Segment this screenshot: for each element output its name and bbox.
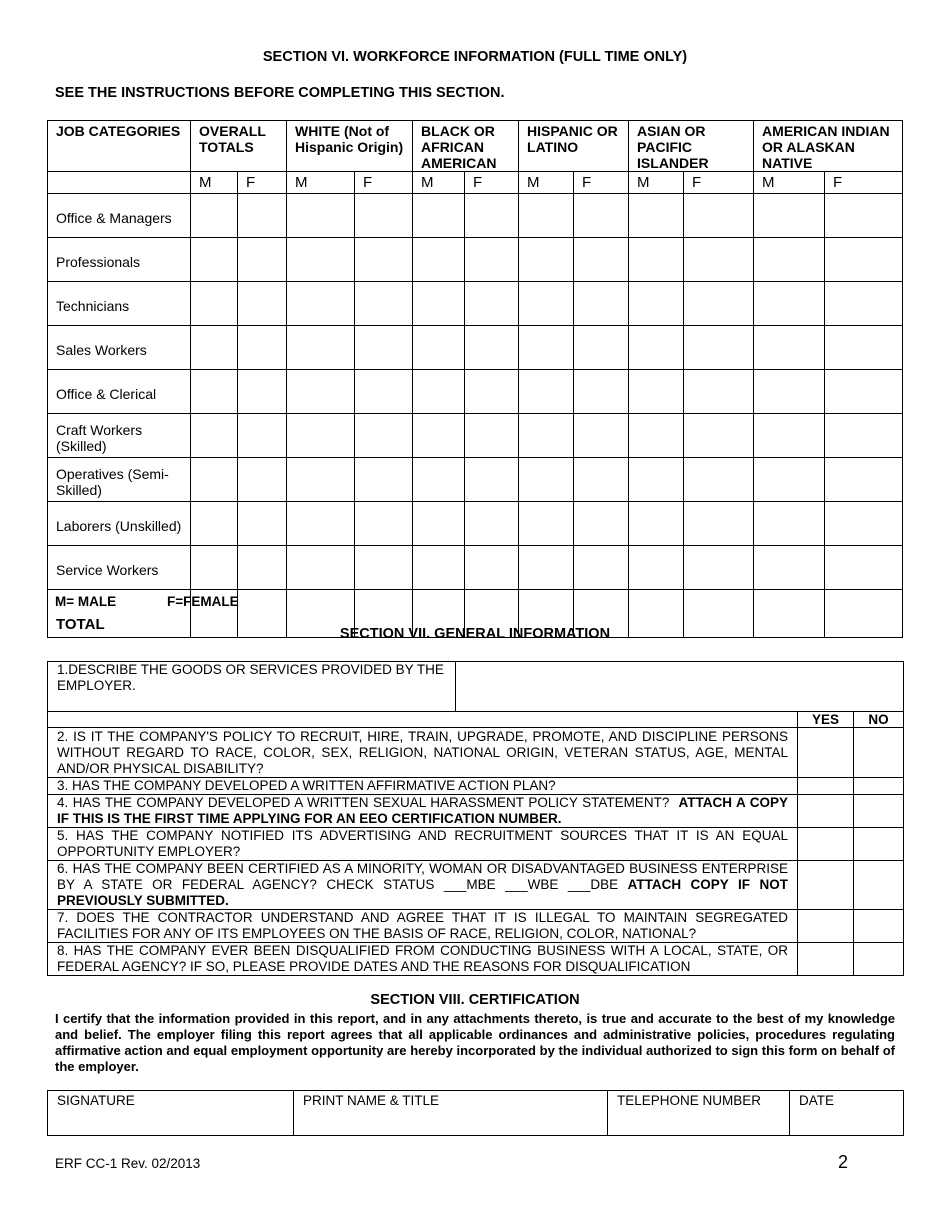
date-label: DATE bbox=[799, 1093, 835, 1108]
count-cell[interactable] bbox=[574, 194, 629, 238]
certification-text: I certify that the information provided in this report, and in any attachments thereto, is true and accurate to the best of my knowledge and belief. The employer filing this report agrees that all applicable ordinances and administrative policies, procedures regulating affirmative action and equal employment opportunity are hereby incorporated by the individual authorized to sign this form on behalf of the employer. bbox=[55, 1011, 895, 1074]
q6-no-box[interactable] bbox=[854, 861, 904, 910]
count-cell[interactable] bbox=[684, 238, 754, 282]
count-cell[interactable] bbox=[413, 238, 465, 282]
count-cell[interactable] bbox=[684, 502, 754, 546]
signature-field[interactable] bbox=[48, 1091, 294, 1136]
count-cell[interactable] bbox=[465, 194, 519, 238]
m-label: M bbox=[191, 172, 238, 194]
header-job-categories: JOB CATEGORIES bbox=[48, 121, 191, 172]
q5-no-box[interactable] bbox=[854, 828, 904, 861]
count-cell[interactable] bbox=[238, 458, 287, 502]
count-cell[interactable] bbox=[754, 414, 825, 458]
count-cell[interactable] bbox=[754, 326, 825, 370]
q4-yes-box[interactable] bbox=[798, 795, 854, 828]
count-cell[interactable] bbox=[191, 502, 238, 546]
count-cell[interactable] bbox=[238, 238, 287, 282]
header-american-indian: AMERICAN INDIAN OR ALASKAN NATIVE bbox=[754, 121, 903, 172]
legend-male: M= MALE bbox=[55, 594, 117, 609]
count-cell[interactable] bbox=[519, 502, 574, 546]
count-cell[interactable] bbox=[519, 546, 574, 590]
count-cell[interactable] bbox=[413, 370, 465, 414]
count-cell[interactable] bbox=[355, 370, 413, 414]
count-cell[interactable] bbox=[519, 458, 574, 502]
q8-text: 8. HAS THE COMPANY EVER BEEN DISQUALIFIED FROM CONDUCTING BUSINESS WITH A LOCAL, STATE, OR FEDERAL AGENCY? IF SO, PLEASE PROVIDE DATES AND THE REASONS FOR DISQUALIFICATION bbox=[48, 943, 798, 976]
q3-yes-box[interactable] bbox=[798, 778, 854, 795]
count-cell[interactable] bbox=[574, 282, 629, 326]
yes-label: YES bbox=[798, 712, 854, 728]
count-cell[interactable] bbox=[825, 326, 903, 370]
q2-no-box[interactable] bbox=[854, 728, 904, 778]
count-cell[interactable] bbox=[413, 326, 465, 370]
count-cell[interactable] bbox=[287, 326, 355, 370]
total-label: TOTAL bbox=[48, 590, 191, 638]
count-cell[interactable] bbox=[574, 414, 629, 458]
job-category-label: Office & Managers bbox=[48, 194, 191, 238]
f-label: F bbox=[238, 172, 287, 194]
section6-title: SECTION VI. WORKFORCE INFORMATION (FULL TIME ONLY) bbox=[262, 49, 688, 65]
count-cell[interactable] bbox=[355, 194, 413, 238]
count-cell[interactable] bbox=[754, 194, 825, 238]
section8-title: SECTION VIII. CERTIFICATION bbox=[370, 992, 580, 1008]
count-cell[interactable] bbox=[465, 370, 519, 414]
count-cell[interactable] bbox=[629, 502, 684, 546]
count-cell[interactable] bbox=[413, 546, 465, 590]
count-cell[interactable] bbox=[413, 458, 465, 502]
job-category-row bbox=[48, 282, 903, 326]
count-cell[interactable] bbox=[754, 370, 825, 414]
q5-row bbox=[48, 828, 904, 861]
q5-yes-box[interactable] bbox=[798, 828, 854, 861]
count-cell[interactable] bbox=[191, 370, 238, 414]
count-cell[interactable] bbox=[825, 502, 903, 546]
m-label: M bbox=[413, 172, 465, 194]
count-cell[interactable] bbox=[355, 238, 413, 282]
count-cell[interactable] bbox=[355, 458, 413, 502]
count-cell[interactable] bbox=[191, 282, 238, 326]
count-cell[interactable] bbox=[287, 282, 355, 326]
m-label: M bbox=[629, 172, 684, 194]
q7-no-box[interactable] bbox=[854, 910, 904, 943]
q1-row bbox=[48, 662, 904, 712]
print-name-field[interactable] bbox=[294, 1091, 608, 1136]
count-cell[interactable] bbox=[465, 414, 519, 458]
count-cell[interactable] bbox=[287, 546, 355, 590]
count-cell[interactable] bbox=[465, 282, 519, 326]
header-hispanic: HISPANIC OR LATINO bbox=[519, 121, 629, 172]
count-cell[interactable] bbox=[465, 326, 519, 370]
count-cell[interactable] bbox=[287, 194, 355, 238]
date-field[interactable] bbox=[790, 1091, 904, 1136]
count-cell[interactable] bbox=[355, 546, 413, 590]
count-cell[interactable] bbox=[191, 194, 238, 238]
count-cell[interactable] bbox=[629, 414, 684, 458]
count-cell[interactable] bbox=[238, 502, 287, 546]
f-label: F bbox=[825, 172, 903, 194]
q3-row bbox=[48, 778, 904, 795]
count-cell[interactable] bbox=[629, 370, 684, 414]
q2-yes-box[interactable] bbox=[798, 728, 854, 778]
q6-text: 6. HAS THE COMPANY BEEN CERTIFIED AS A MINORITY, WOMAN OR DISADVANTAGED BUSINESS ENTERPRISE BY A STATE OR FEDERAL AGENCY? CHECK STATUS ___MBE ___WBE ___DBE bbox=[57, 861, 788, 892]
q4-attach-note: ATTACH A COPY IF THIS IS THE FIRST TIME APPLYING FOR AN EEO CERTIFICATION NUMBER. bbox=[57, 795, 788, 826]
count-cell[interactable] bbox=[413, 502, 465, 546]
count-cell[interactable] bbox=[465, 502, 519, 546]
count-cell[interactable] bbox=[287, 370, 355, 414]
count-cell[interactable] bbox=[519, 238, 574, 282]
header-asian: ASIAN OR PACIFIC ISLANDER bbox=[629, 121, 754, 172]
q6-row bbox=[48, 861, 904, 910]
count-cell[interactable] bbox=[238, 282, 287, 326]
count-cell[interactable] bbox=[519, 326, 574, 370]
job-category-row bbox=[48, 458, 903, 502]
count-cell[interactable] bbox=[684, 282, 754, 326]
count-cell[interactable] bbox=[684, 414, 754, 458]
count-cell[interactable] bbox=[825, 282, 903, 326]
count-cell[interactable] bbox=[191, 414, 238, 458]
q7-row bbox=[48, 910, 904, 943]
section7-title: SECTION VII. GENERAL INFORMATION bbox=[339, 626, 611, 642]
count-cell[interactable] bbox=[574, 502, 629, 546]
count-cell[interactable] bbox=[825, 370, 903, 414]
count-cell[interactable] bbox=[629, 282, 684, 326]
q4-text: 4. HAS THE COMPANY DEVELOPED A WRITTEN SEXUAL HARASSMENT POLICY STATEMENT? bbox=[57, 795, 670, 810]
q5-text: 5. HAS THE COMPANY NOTIFIED ITS ADVERTISING AND RECRUITMENT SOURCES THAT IT IS AN EQUAL OPPORTUNITY EMPLOYER? bbox=[48, 828, 798, 861]
job-category-row bbox=[48, 414, 903, 458]
count-cell[interactable] bbox=[629, 458, 684, 502]
m-label: M bbox=[519, 172, 574, 194]
count-cell[interactable] bbox=[574, 370, 629, 414]
count-cell[interactable] bbox=[238, 194, 287, 238]
count-cell[interactable] bbox=[629, 238, 684, 282]
count-cell[interactable] bbox=[754, 458, 825, 502]
count-cell[interactable] bbox=[574, 546, 629, 590]
count-cell[interactable] bbox=[629, 326, 684, 370]
count-cell[interactable] bbox=[825, 414, 903, 458]
count-cell[interactable] bbox=[754, 282, 825, 326]
count-cell[interactable] bbox=[355, 502, 413, 546]
job-category-row bbox=[48, 370, 903, 414]
count-cell[interactable] bbox=[287, 414, 355, 458]
m-label: M bbox=[287, 172, 355, 194]
count-cell[interactable] bbox=[238, 546, 287, 590]
telephone-label: TELEPHONE NUMBER bbox=[617, 1093, 762, 1108]
signature-label: SIGNATURE bbox=[57, 1093, 135, 1108]
job-category-label: Operatives (Semi-Skilled) bbox=[48, 458, 191, 502]
job-category-label: Technicians bbox=[48, 282, 191, 326]
no-label: NO bbox=[854, 712, 904, 728]
q7-text: 7. DOES THE CONTRACTOR UNDERSTAND AND AGREE THAT IT IS ILLEGAL TO MAINTAIN SEGREGATED FACILITIES FOR ANY OF ITS EMPLOYEES ON THE BASIS OF RACE, RELIGION, COLOR, NATIONAL? bbox=[48, 910, 798, 943]
count-cell[interactable] bbox=[465, 546, 519, 590]
job-category-row bbox=[48, 194, 903, 238]
count-cell[interactable] bbox=[413, 194, 465, 238]
count-cell[interactable] bbox=[355, 326, 413, 370]
count-cell[interactable] bbox=[754, 546, 825, 590]
print-name-label: PRINT NAME & TITLE bbox=[303, 1093, 440, 1108]
telephone-field[interactable] bbox=[608, 1091, 790, 1136]
signature-table bbox=[47, 1090, 904, 1136]
count-cell[interactable] bbox=[519, 282, 574, 326]
count-cell[interactable] bbox=[191, 458, 238, 502]
yes-no-header-row bbox=[48, 712, 904, 728]
job-category-label: Laborers (Unskilled) bbox=[48, 502, 191, 546]
form-id: ERF CC-1 Rev. 02/2013 bbox=[55, 1156, 201, 1171]
q1-answer-field[interactable] bbox=[456, 662, 904, 712]
header-overall-totals: OVERALL TOTALS bbox=[191, 121, 287, 172]
q4-no-box[interactable] bbox=[854, 795, 904, 828]
count-cell[interactable] bbox=[191, 546, 238, 590]
q6-yes-box[interactable] bbox=[798, 861, 854, 910]
job-category-row bbox=[48, 326, 903, 370]
workforce-header-row bbox=[48, 121, 903, 172]
legend-female: F=FEMALE bbox=[167, 594, 239, 609]
q4-row bbox=[48, 795, 904, 828]
count-cell[interactable] bbox=[238, 326, 287, 370]
count-cell[interactable] bbox=[825, 238, 903, 282]
count-cell[interactable] bbox=[287, 502, 355, 546]
count-cell[interactable] bbox=[465, 238, 519, 282]
count-cell[interactable] bbox=[574, 238, 629, 282]
count-cell[interactable] bbox=[825, 546, 903, 590]
count-cell[interactable] bbox=[238, 414, 287, 458]
count-cell[interactable] bbox=[287, 458, 355, 502]
count-cell[interactable] bbox=[413, 414, 465, 458]
header-black: BLACK OR AFRICAN AMERICAN bbox=[413, 121, 519, 172]
f-label: F bbox=[684, 172, 754, 194]
count-cell[interactable] bbox=[684, 370, 754, 414]
job-category-row bbox=[48, 502, 903, 546]
count-cell[interactable] bbox=[519, 194, 574, 238]
count-cell[interactable] bbox=[191, 238, 238, 282]
page-number: 2 bbox=[838, 1152, 849, 1172]
q6-attach-note: ATTACH COPY IF NOT PREVIOUSLY SUBMITTED. bbox=[57, 877, 788, 908]
job-category-label: Office & Clerical bbox=[48, 370, 191, 414]
job-category-label: Service Workers bbox=[48, 546, 191, 590]
q2-text: 2. IS IT THE COMPANY'S POLICY TO RECRUIT, HIRE, TRAIN, UPGRADE, PROMOTE, AND DISCIPLINE PERSONS WITHOUT REGARD TO RACE, COLOR, SEX, RELIGION, NATIONAL ORIGIN, VETERAN STATUS, AGE, MENTAL AND/OR PHYSICAL DISABILITY? bbox=[48, 728, 798, 778]
count-cell[interactable] bbox=[684, 546, 754, 590]
count-cell[interactable] bbox=[574, 458, 629, 502]
count-cell[interactable] bbox=[754, 502, 825, 546]
job-category-label: Professionals bbox=[48, 238, 191, 282]
section6-instructions: SEE THE INSTRUCTIONS BEFORE COMPLETING THIS SECTION. bbox=[55, 85, 505, 101]
count-cell[interactable] bbox=[574, 326, 629, 370]
count-cell[interactable] bbox=[754, 238, 825, 282]
q7-yes-box[interactable] bbox=[798, 910, 854, 943]
count-cell[interactable] bbox=[519, 370, 574, 414]
header-white: WHITE (Not of Hispanic Origin) bbox=[287, 121, 413, 172]
q8-yes-box[interactable] bbox=[798, 943, 854, 976]
q3-no-box[interactable] bbox=[854, 778, 904, 795]
count-cell[interactable] bbox=[684, 458, 754, 502]
q2-row bbox=[48, 728, 904, 778]
job-category-row bbox=[48, 546, 903, 590]
count-cell[interactable] bbox=[465, 458, 519, 502]
q1-text: 1.DESCRIBE THE GOODS OR SERVICES PROVIDED BY THE EMPLOYER. bbox=[48, 662, 456, 712]
q8-row bbox=[48, 943, 904, 976]
job-category-label: Craft Workers (Skilled) bbox=[48, 414, 191, 458]
count-cell[interactable] bbox=[191, 326, 238, 370]
f-label: F bbox=[355, 172, 413, 194]
count-cell[interactable] bbox=[355, 414, 413, 458]
count-cell[interactable] bbox=[629, 546, 684, 590]
count-cell[interactable] bbox=[355, 282, 413, 326]
workforce-table bbox=[47, 120, 903, 638]
count-cell[interactable] bbox=[519, 414, 574, 458]
general-info-table bbox=[47, 661, 904, 976]
job-category-label: Sales Workers bbox=[48, 326, 191, 370]
q3-text: 3. HAS THE COMPANY DEVELOPED A WRITTEN AFFIRMATIVE ACTION PLAN? bbox=[48, 778, 798, 795]
f-label: F bbox=[465, 172, 519, 194]
job-category-row bbox=[48, 238, 903, 282]
gender-row bbox=[48, 172, 903, 194]
count-cell[interactable] bbox=[287, 238, 355, 282]
count-cell[interactable] bbox=[238, 370, 287, 414]
count-cell[interactable] bbox=[825, 194, 903, 238]
m-label: M bbox=[754, 172, 825, 194]
count-cell[interactable] bbox=[684, 194, 754, 238]
q8-no-box[interactable] bbox=[854, 943, 904, 976]
count-cell[interactable] bbox=[413, 282, 465, 326]
count-cell[interactable] bbox=[684, 326, 754, 370]
count-cell[interactable] bbox=[629, 194, 684, 238]
f-label: F bbox=[574, 172, 629, 194]
count-cell[interactable] bbox=[825, 458, 903, 502]
